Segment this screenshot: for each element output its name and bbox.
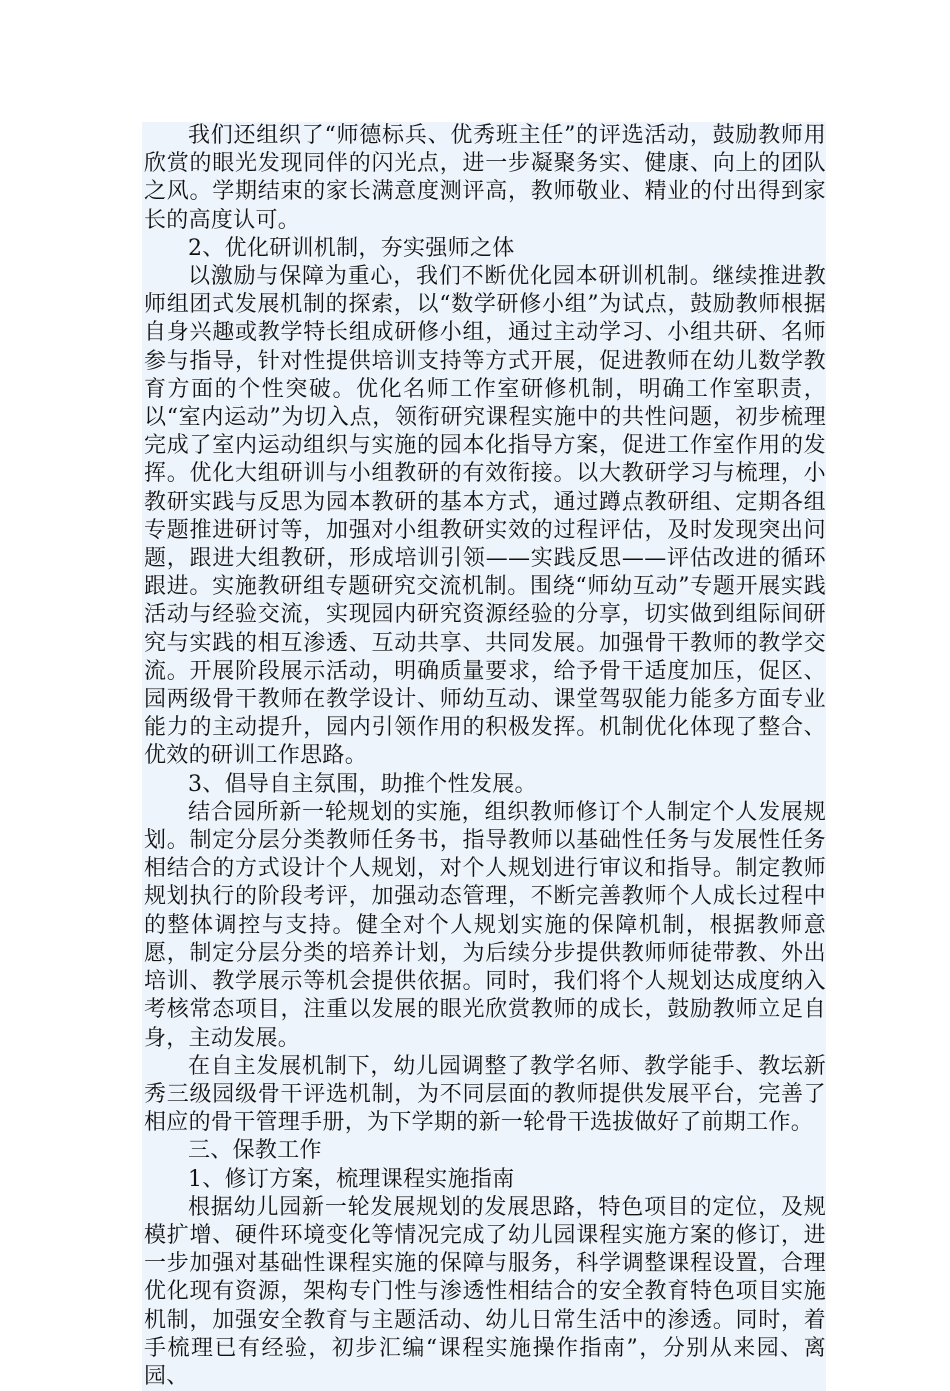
- document-body: [142, 122, 826, 1391]
- heading-optimize-training: 2、优化研训机制，夯实强师之体: [142, 235, 826, 263]
- paragraph-personal-plan: 结合园所新一轮规划的实施，组织教师修订个人制定个人发展规划。制定分层分类教师任务书，指导教师以基础性任务与发展性任务相结合的方式设计个人规划，对个人规划进行审议和指导。制定教师规划执行的阶段考评，加强动态管理，不断完善教师个人成长过程中的整体调控与支持。健全对个人规划实施的保障机制，根据教师意愿，制定分层分类的培养计划，为后续分步提供教师师徒带教、外出培训、教学展示等机会提供依据。同时，我们将个人规划达成度纳入考核常态项目，注重以发展的眼光欣赏教师的成长，鼓励教师立足自身，主动发展。: [142, 799, 826, 1053]
- heading-autonomy: 3、倡导自主氛围，助推个性发展。: [142, 771, 826, 799]
- heading-revise-plan: 1、修订方案，梳理课程实施指南: [142, 1166, 826, 1194]
- paragraph-curriculum-revision: 根据幼儿园新一轮发展规划的发展思路，特色项目的定位，及规模扩增、硬件环境变化等情况完成了幼儿园课程实施方案的修订，进一步加强对基础性课程实施的保障与服务，科学调整课程设置，合理优化现有资源，架构专门性与渗透性相结合的安全教育特色项目实施机制，加强安全教育与主题活动、幼儿日常生活中的渗透。同时，着手梳理已有经验，初步汇编“课程实施操作指南”，分别从来园、离园、: [142, 1194, 826, 1391]
- heading-care-education: 三、保教工作: [142, 1137, 826, 1165]
- paragraph-teacher-awards: 我们还组织了“师德标兵、优秀班主任”的评选活动，鼓励教师用欣赏的眼光发现同伴的闪光点，进一步凝聚务实、健康、向上的团队之风。学期结束的家长满意度测评高，教师敬业、精业的付出得到家长的高度认可。: [142, 122, 826, 235]
- paragraph-backbone-selection: 在自主发展机制下，幼儿园调整了教学名师、教学能手、教坛新秀三级园级骨干评选机制，为不同层面的教师提供发展平台，完善了相应的骨干管理手册，为下学期的新一轮骨干选拔做好了前期工作。: [142, 1053, 826, 1138]
- paragraph-training-mechanism: 以激励与保障为重心，我们不断优化园本研训机制。继续推进教师组团式发展机制的探索，以“数学研修小组”为试点，鼓励教师根据自身兴趣或教学特长组成研修小组，通过主动学习、小组共研、名师参与指导，针对性提供培训支持等方式开展，促进教师在幼儿数学教育方面的个性突破。优化名师工作室研修机制，明确工作室职责，以“室内运动”为切入点，领衔研究课程实施中的共性问题，初步梳理完成了室内运动组织与实施的园本化指导方案，促进工作室作用的发挥。优化大组研训与小组教研的有效衔接。以大教研学习与梳理，小教研实践与反思为园本教研的基本方式，通过蹲点教研组、定期各组专题推进研讨等，加强对小组教研实效的过程评估，及时发现突出问题，跟进大组教研，形成培训引领——实践反思——评估改进的循环跟进。实施教研组专题研究交流机制。围绕“师幼互动”专题开展实践活动与经验交流，实现园内研究资源经验的分享，切实做到组际间研究与实践的相互渗透、互动共享、共同发展。加强骨干教师的教学交流。开展阶段展示活动，明确质量要求，给予骨干适度加压，促区、园两级骨干教师在教学设计、师幼互动、课堂驾驭能力能多方面专业能力的主动提升，园内引领作用的积极发挥。机制优化体现了整合、优效的研训工作思路。: [142, 263, 826, 771]
